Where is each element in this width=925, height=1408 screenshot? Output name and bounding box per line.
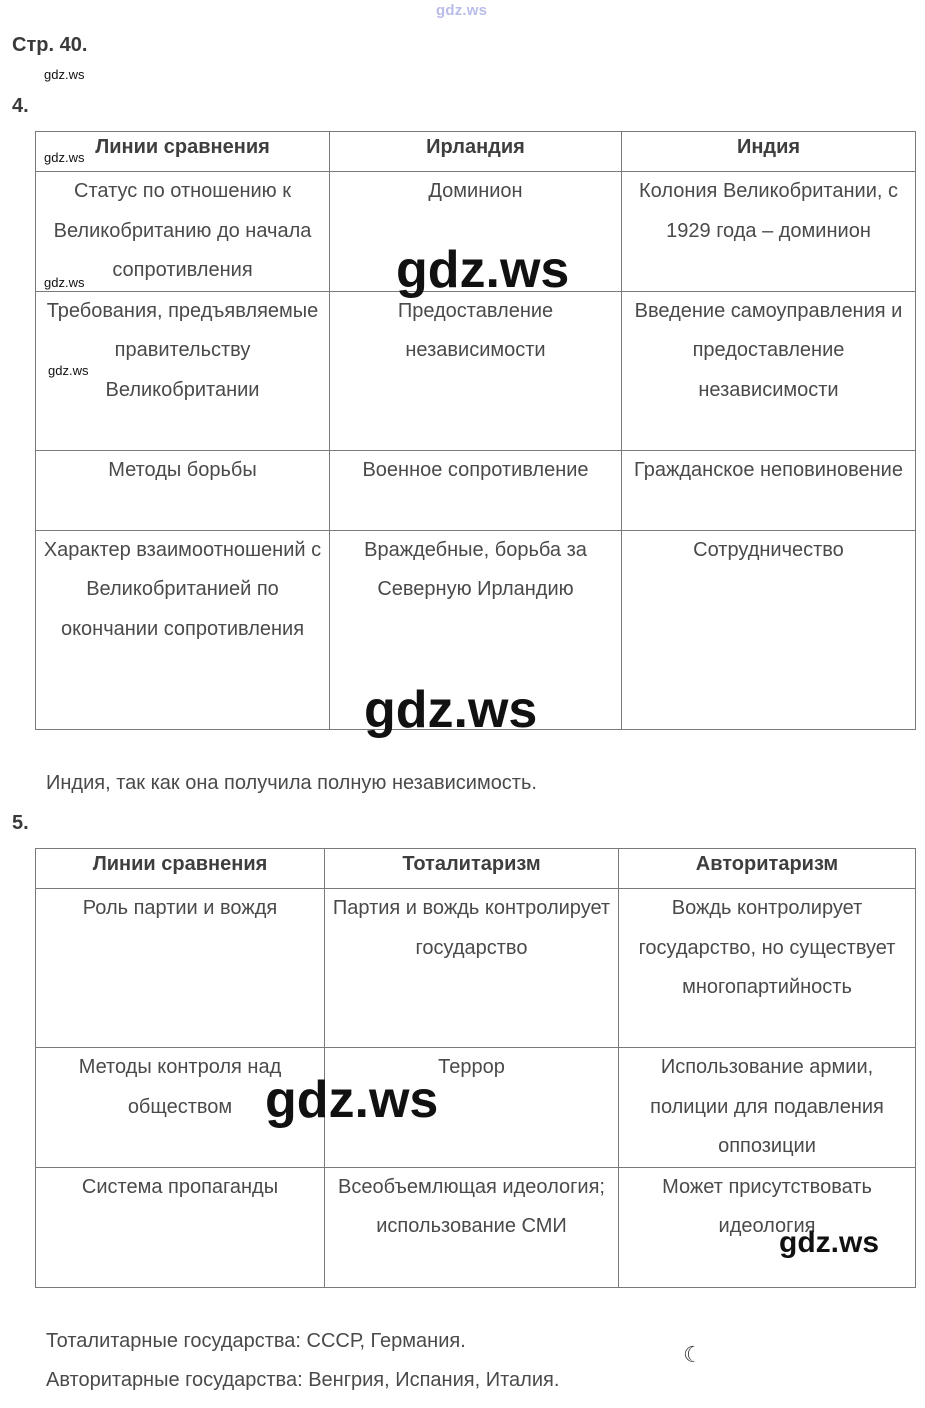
table-cell: Характер взаимоотношений с Великобританией по окончании сопротивления [36,530,330,729]
watermark-small: gdz.ws [44,150,85,165]
watermark-large: gdz.ws [396,241,570,299]
watermark-top: gdz.ws [436,2,488,19]
table-cell: Система пропаганды [36,1167,325,1287]
header-cell: Линии сравнения [36,849,325,889]
task-4-table [35,131,916,730]
task-5-table [35,848,916,1288]
header-cell: Авторитаризм [619,849,916,889]
table-cell: Партия и вождь контролирует государство [325,889,619,1048]
watermark-small: gdz.ws [48,363,89,378]
moon-icon: ☾ [683,1342,703,1367]
table-cell: Введение самоуправления и предоставление независимости [622,291,916,450]
task-5-number: 5. [12,812,29,834]
watermark-medium: gdz.ws [779,1226,880,1259]
table-cell: Колония Великобритании, с 1929 года – доминион [622,172,916,292]
header-cell: Линии сравнения [36,132,330,172]
table-cell: Требования, предъявляемые правительству Великобритании [36,291,330,450]
task-4-answer: Индия, так как она получила полную независимость. [46,772,537,794]
table-cell: Доминион [330,172,622,292]
header-cell: Индия [622,132,916,172]
table-row [36,1048,916,1168]
table-cell: Может присутствовать идеология [619,1167,916,1287]
table-cell: Методы контроля над обществом [36,1048,325,1168]
table-cell: Использование армии, полиции для подавления оппозиции [619,1048,916,1168]
task-4-number: 4. [12,95,29,117]
table-row [36,291,916,450]
header-cell: Ирландия [330,132,622,172]
watermark-large: gdz.ws [265,1071,439,1129]
table-header-row [36,132,916,172]
table-cell: Вождь контролирует государство, но существует многопартийность [619,889,916,1048]
watermark-small: gdz.ws [44,67,85,82]
table-row [36,450,916,530]
table-cell: Методы борьбы [36,450,330,530]
table-cell: Враждебные, борьба за Северную Ирландию [330,530,622,729]
table-cell: Военное сопротивление [330,450,622,530]
table-header-row [36,849,916,889]
table-cell: Предоставление независимости [330,291,622,450]
page-label: Стр. 40. [12,34,88,56]
table-cell: Статус по отношению к Великобританию до начала сопротивления [36,172,330,292]
table-row [36,889,916,1048]
table-cell: Роль партии и вождя [36,889,325,1048]
table-cell: Сотрудничество [622,530,916,729]
watermark-small: gdz.ws [44,275,85,290]
table-cell: Террор [325,1048,619,1168]
watermark-large: gdz.ws [364,681,538,739]
task-5-answer-1: Тоталитарные государства: СССР, Германия. [46,1330,466,1352]
table-cell: Всеобъемлющая идеология; использование СМИ [325,1167,619,1287]
table-cell: Гражданское неповиновение [622,450,916,530]
task-5-answer-2: Авторитарные государства: Венгрия, Испания, Италия. [46,1369,560,1391]
header-cell: Тоталитаризм [325,849,619,889]
